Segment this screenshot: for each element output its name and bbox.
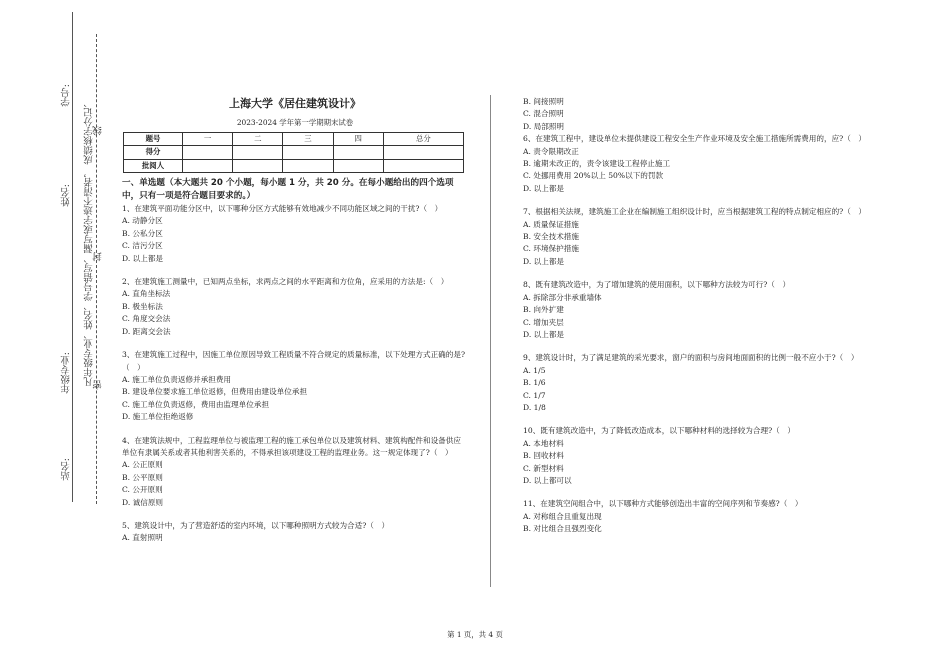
score-header-cell: 总分 [383,132,463,145]
answer-option[interactable]: A. 1/5 [523,365,546,375]
binding-mark-secret: 密 [93,380,104,390]
question-item [122,203,468,265]
page-footer: 第 1 页，共 4 页 [447,630,503,639]
answer-option[interactable]: A. 责令限期改正 [523,146,579,156]
answer-option[interactable]: C. 混合照明 [523,109,564,119]
question-item [122,349,468,423]
question-item [122,276,468,338]
answer-option[interactable]: B. 向外扩建 [523,305,564,315]
binding-mark-seal: 封 [93,252,104,262]
answer-option[interactable]: A. 质量保证措施 [523,219,579,229]
answer-option[interactable]: B. 间接照明 [523,97,564,106]
answer-option[interactable]: A. 动静分区 [122,216,163,226]
major-label: 年级专业: [61,352,72,394]
question-stem: 4、在建筑法规中，工程监理单位与被监理工程的施工承包单位以及建筑材料、建筑构配件和设备供应单位有隶属关系或者其他利害关系的，不得承担该项建设工程的监理业务。这一规定体现了?（ ） [122,435,461,457]
answer-option[interactable]: D. 1/8 [523,402,546,412]
grader-cell [383,159,463,172]
answer-option[interactable]: C. 处挪用费用 20%以上 50%以下的罚款 [523,171,664,181]
score-row-label: 得分 [124,146,183,159]
left-column [122,96,468,545]
answer-option[interactable]: B. 建设单位要求施工单位返修，但费用由建设单位承担 [122,387,308,397]
question-item [122,435,468,509]
question-stem: 5、建筑设计中，为了营造舒适的室内环境，以下哪种照明方式较为合适?（ ） [122,520,390,530]
answer-option[interactable]: A. 直角坐标法 [122,289,171,299]
answer-option[interactable]: A. 施工单位负责返修并承担费用 [122,374,232,384]
answer-option[interactable]: D. 局部照明 [523,121,565,131]
continued-options [523,96,868,133]
score-cell [183,146,233,159]
grader-cell [333,159,383,172]
exam-title: 上海大学《居住建筑设计》 [229,97,361,110]
question-stem: 3、在建筑施工过程中，因施工单位原因导致工程质量不符合规定的质量标准，以下处理方式正确的是?（ ） [122,350,466,372]
answer-option[interactable]: B. 安全技术措施 [523,232,579,242]
answer-option[interactable]: D. 以上都是 [122,253,164,263]
score-table-header [124,132,464,145]
answer-option[interactable]: D. 以上都是 [523,183,565,193]
section-heading: 一、单选题（本大题共 20 个小题，每小题 1 分，共 20 分。在每小题给出的四个选项中，只有一项是符合题目要求的。） [122,178,454,202]
exam-subtitle: 2023-2024 学年第一学期期末试卷 [236,118,354,128]
column-divider [490,95,491,587]
score-cell [283,146,333,159]
question-item [523,352,868,414]
name-label: 姓名: [61,184,72,207]
score-header-cell: 一 [183,132,233,145]
question-stem: 11、在建筑空间组合中，以下哪种方式能够创造出丰富的空间序列和节奏感?（ ） [523,499,803,509]
answer-option[interactable]: B. 逾期未改正的，责令该建设工程停止施工 [523,159,671,169]
answer-option[interactable]: B. 公平原则 [122,472,163,482]
binding-warning: 凡年级专业、姓名、学号错写、漏写或字迹不清者， [84,168,95,387]
answer-option[interactable]: B. 极坐标法 [122,301,163,311]
binding-mark-line: 线 [93,126,104,136]
score-table [123,132,464,173]
question-stem: 1、在建筑平面功能分区中，以下哪种分区方式能够有效地减少不同功能区域之间的干扰?（ ） [122,204,443,214]
answer-option[interactable]: D. 施工单位拒绝返修 [122,412,194,422]
score-header-cell: 四 [333,132,383,145]
question-item [523,206,868,268]
answer-option[interactable]: C. 增加夹层 [523,317,564,327]
score-cell [383,146,463,159]
grader-row-label: 批阅人 [124,159,183,172]
answer-option[interactable]: D. 以上都是 [523,256,565,266]
right-question-list [523,133,868,535]
answer-option[interactable]: C. 施工单位负责返修，费用由监理单位承担 [122,399,270,409]
question-item [523,498,868,535]
question-stem: 6、在建筑工程中，建设单位未提供建设工程安全生产作业环境及安全施工措施所需费用的，应?（ ） [523,134,867,144]
answer-option[interactable]: C. 角度交会法 [122,314,171,324]
answer-option[interactable]: A. 公正原则 [122,460,163,470]
score-header-cell: 题号 [124,132,183,145]
answer-option[interactable]: B. 回收材料 [523,451,564,461]
question-stem: 7、根据相关法规，建筑施工企业在编制施工组织设计时，应当根据建筑工程的特点制定相应的?（ ） [523,207,867,217]
score-row [124,146,464,159]
student-id-label: 学号: [61,84,72,107]
question-item [523,279,868,341]
left-question-list [122,203,468,545]
question-item [523,133,868,195]
score-header-cell: 三 [283,132,333,145]
answer-option[interactable]: D. 距离交会法 [122,326,171,336]
question-stem: 8、既有建筑改造中，为了增加建筑的使用面积，以下哪种方法较为可行?（ ） [523,280,791,290]
answer-option[interactable]: B. 1/6 [523,378,546,388]
score-cell [233,146,283,159]
answer-option[interactable]: B. 对比组合且强烈变化 [523,524,602,534]
answer-option[interactable]: A. 本地材料 [523,438,564,448]
question-stem: 2、在建筑施工测量中，已知两点坐标，求两点之间的水平距离和方位角，应采用的方法是:（ ） [122,277,449,287]
answer-option[interactable]: A. 对称组合且重复出现 [523,511,602,521]
grader-cell [283,159,333,172]
answer-option[interactable]: D. 以上都可以 [523,475,572,485]
answer-option[interactable]: A. 直射照明 [122,533,163,543]
question-stem: 9、建筑设计时，为了满足建筑的采光要求，窗户的面积与房间地面面积的比例一般不应小于?（ ） [523,353,859,363]
right-column [523,96,868,536]
grader-cell [183,159,233,172]
answer-option[interactable]: D. 以上都是 [523,329,565,339]
question-item [523,425,868,487]
question-item [122,520,468,545]
score-header-cell: 二 [233,132,283,145]
answer-option[interactable]: C. 环境保护措施 [523,244,579,254]
score-cell [333,146,383,159]
site-label: 站名: [61,458,72,481]
answer-option[interactable]: C. 新型材料 [523,463,564,473]
answer-option[interactable]: C. 公开原则 [122,485,163,495]
question-stem: 10、既有建筑改造中，为了降低改造成本，以下哪种材料的选择较为合理?（ ） [523,426,795,436]
grader-row [124,159,464,172]
answer-option[interactable]: C. 1/7 [523,390,546,400]
grading-note: 成绩核字分记、 [84,98,95,165]
grader-cell [233,159,283,172]
answer-option[interactable]: A. 拆除部分非承重墙体 [523,292,602,302]
answer-option[interactable]: C. 洁污分区 [122,241,163,251]
answer-option[interactable]: D. 诚信原则 [122,497,164,507]
answer-option[interactable]: B. 公私分区 [122,228,163,238]
binding-margin [0,0,110,672]
